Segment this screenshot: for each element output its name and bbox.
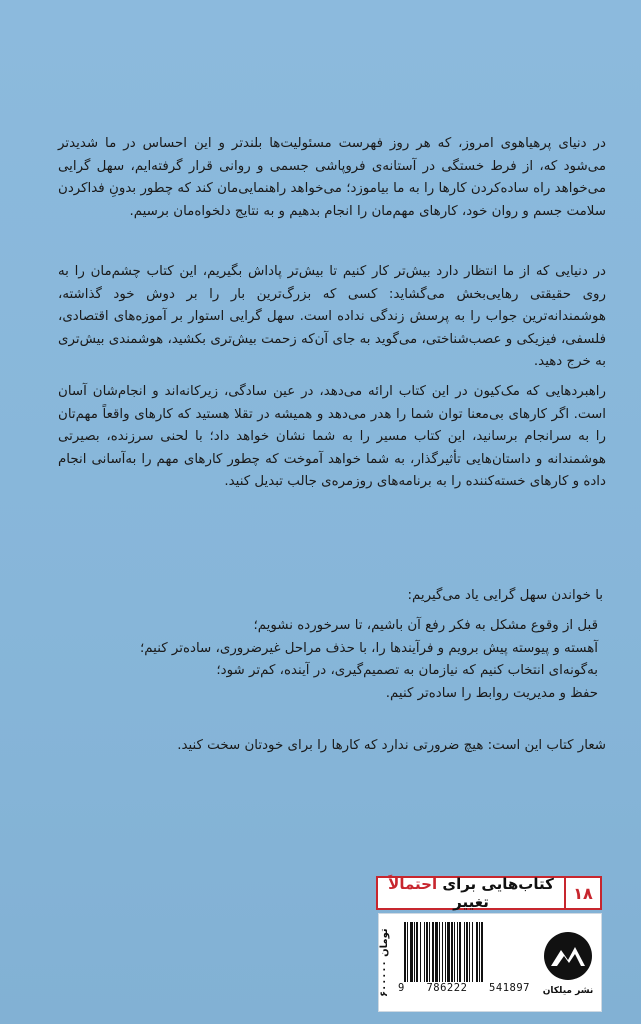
- barcode-stripe: [451, 922, 453, 982]
- publisher-logo-icon: [542, 930, 594, 982]
- barcode-stripe: [435, 922, 438, 982]
- barcode-stripe: [426, 922, 428, 982]
- series-banner: [376, 876, 602, 910]
- barcode-stripe: [472, 922, 473, 982]
- barcode-stripe: [407, 922, 408, 982]
- isbn-digit-group: 541897: [489, 982, 530, 994]
- isbn-digit-group: 786222: [426, 982, 468, 994]
- isbn-digits: [398, 982, 530, 994]
- learn-item: آهسته و پیوسته پیش برویم و فرآیندها را، با حذف مراحل غیرضروری، ساده‌تر کنیم؛: [140, 640, 598, 656]
- barcode-stripe: [416, 922, 418, 982]
- series-title-accent: احتمالاً: [388, 875, 438, 893]
- barcode-stripe: [469, 922, 470, 982]
- barcode-stripe: [442, 922, 443, 982]
- barcode-stripe: [410, 922, 413, 982]
- barcode-stripe: [476, 922, 478, 982]
- book-slogan: شعار کتاب این است: هیچ ضرورتی ندارد که کارها را برای خودتان سخت کنید.: [177, 738, 606, 753]
- barcode-stripe: [454, 922, 455, 982]
- barcode-stripe: [420, 922, 421, 982]
- publisher-name: نشر میلکان: [542, 986, 594, 996]
- barcode-stripe: [439, 922, 440, 982]
- learn-item: قبل از وقوع مشکل به فکر رفع آن باشیم، تا سرخورده نشویم؛: [253, 618, 598, 633]
- barcode-stripe: [466, 922, 468, 982]
- blurb-paragraph-3: راهبردهایی که مک‌کیون در این کتاب ارائه می‌دهد، در عین سادگی، زیرکانه‌اند و انجام‌شان آسان است. اگر کارهای بی‌معنا توان شما را هدر می‌دهد و همیشه در تقلا هستید که کارهای واقعاً مهم‌تان را به سرانجام برسانید، این کتاب مسیر را به شما نشان خواهد داد؛ با لحنی سرزنده، بصیرتی هوشمندانه و داستان‌هایی تأثیرگذار، به شما خواهد آموخت که چطور کارهای مهم را به‌آسانی انجام داده و کارهای خسته‌کننده را به برنامه‌های روزمره‌ی جالب تبدیل کنید.: [58, 384, 606, 490]
- learn-list: [58, 615, 598, 705]
- barcode-stripe: [481, 922, 483, 982]
- isbn-barcode: [402, 922, 526, 982]
- learn-item: حفظ و مدیریت روابط را ساده‌تر کنیم.: [385, 685, 598, 701]
- barcode-stripe: [404, 922, 406, 982]
- price-label: ۶۰۰۰۰۰ تومان: [379, 928, 390, 998]
- blurb-paragraph-1: در دنیای پرهیاهوی امروز، که هر روز فهرست مسئولیت‌ها بلندتر و این احساس در ما شدیدتر می‌شود که، از فرط خستگی در آستانه‌ی فروپاشی جسمی و روانی قرار گرفته‌ایم، سهل گرایی می‌خواهد راه ساده‌کردن کارها را به ما بیاموزد؛ می‌خواهد راهنمایی‌مان کند که چطور بدونِ فداکردن سلامت جسم و روان خود، کارهای مهم‌مان را انجام بدهیم و به نتایج دلخواه‌مان برسیم.: [58, 136, 606, 219]
- barcode-stripe: [432, 922, 434, 982]
- learn-item: به‌گونه‌ای انتخاب کنیم که نیازمان به تصمیم‌گیری، در آینده، کم‌تر شود؛: [216, 663, 598, 679]
- blurb-paragraph-2: در دنیایی که از ما انتظار دارد بیش‌تر کار کنیم تا بیش‌تر پاداش بگیریم، این کتاب چشم‌مان را به روی حقیقتی رهایی‌بخش می‌گشاید: کسی که بزرگ‌ترین بار را بر دوش خود گذاشته، هوشمندانه‌ترین جواب را به پرسش زندگی نداده است. سهل گرایی استوار بر آموزه‌های اقتصادی، فلسفی، فیزیکی و عصب‌شناختی، می‌گوید به جای آن‌که زحمت بیش‌تری بکشید، هوشمندی بیش‌تری به خرج دهید.: [58, 264, 606, 370]
- series-title-end: تغییر: [453, 893, 489, 911]
- barcode-stripe: [445, 922, 446, 982]
- barcode-stripe: [429, 922, 430, 982]
- isbn-digit-group: 9: [398, 982, 405, 994]
- barcode-stripe: [424, 922, 425, 982]
- barcode-stripe: [464, 922, 465, 982]
- barcode-stripe: [414, 922, 415, 982]
- barcode-stripe: [457, 922, 458, 982]
- barcode-stripe: [459, 922, 461, 982]
- barcode-stripe: [479, 922, 480, 982]
- series-title: [378, 875, 564, 911]
- learn-heading: با خواندن سهل گرایی یاد می‌گیریم:: [407, 588, 603, 603]
- series-number: ۱۸: [564, 878, 600, 908]
- barcode-stripe: [447, 922, 450, 982]
- series-title-start: کتاب‌هایی برای: [437, 875, 554, 893]
